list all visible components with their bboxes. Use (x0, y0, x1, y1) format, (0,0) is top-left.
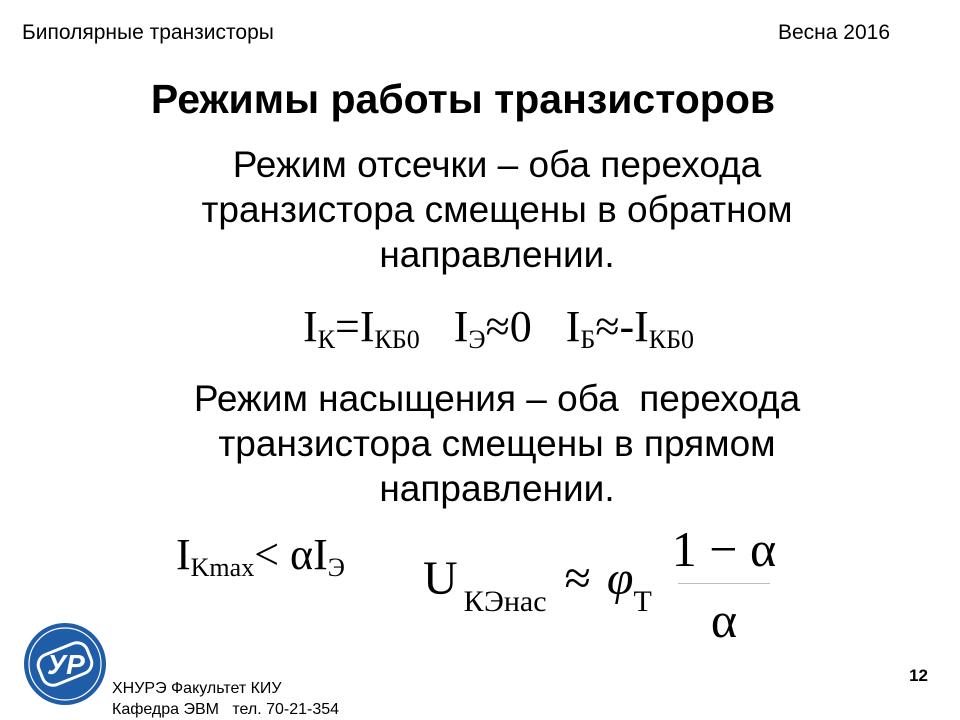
emitter-current-symbol: I (453, 302, 469, 351)
base-current-term (565, 302, 695, 354)
fraction-numerator: 1 − α (671, 521, 777, 577)
collector-current-term (303, 302, 420, 354)
saturation-voltage-formula (423, 552, 652, 617)
footer (112, 678, 339, 720)
collector-current-symbol: I (303, 302, 318, 351)
term-label: Весна 2016 (777, 21, 890, 44)
base-current-subscript: Б (580, 325, 596, 354)
fraction-bar (678, 583, 770, 584)
footer-department: Кафедра ЭВМ тел. 70-21-354 (112, 701, 340, 718)
emitter-current-subscript: Э (468, 325, 486, 354)
reverse-current-subscript: КБ0 (648, 325, 695, 354)
saturation-current-formula (176, 530, 345, 581)
cutoff-formula (303, 302, 694, 353)
saturation-mode-line: транзистора смещены в прямом (218, 423, 776, 464)
max-collector-current-subscript: Kmax (190, 553, 255, 582)
approx-sign: ≈ (564, 552, 591, 605)
less-than-alpha-i: < αI (254, 530, 328, 579)
thermal-potential-subscript: Т (633, 585, 652, 618)
voltage-symbol: U (423, 552, 458, 605)
page-number: 12 (909, 666, 928, 685)
footer-organization: ХНУРЭ Факультет КИУ (112, 680, 282, 697)
thermal-potential-symbol: φ (606, 552, 634, 605)
emitter-current-term (453, 302, 532, 354)
emitter-current-subscript: Э (327, 553, 345, 582)
equals-reverse-current: =I (335, 302, 375, 351)
slide-title: Режимы работы транзисторов (150, 76, 776, 122)
cutoff-mode-text (97, 142, 897, 277)
cutoff-mode-line: транзистора смещены в обратном (201, 189, 793, 230)
voltage-subscript: КЭнас (463, 585, 547, 618)
reverse-current-subscript: КБ0 (374, 325, 420, 354)
fraction-denominator: α (710, 592, 738, 648)
saturation-mode-line: направлении. (379, 468, 615, 509)
base-current-symbol: I (565, 302, 581, 351)
logo-letters: УР (47, 649, 85, 680)
saturation-mode-text (97, 376, 897, 511)
course-name: Биполярные транзисторы (22, 21, 274, 44)
university-logo-icon (22, 621, 108, 707)
collector-current-subscript: К (317, 325, 335, 354)
approx-neg-reverse-current: ≈-I (595, 302, 649, 351)
emitter-current-value: ≈0 (485, 302, 532, 351)
max-collector-current-symbol: I (176, 530, 191, 579)
cutoff-mode-line: направлении. (379, 234, 615, 275)
cutoff-mode-line: Режим отсечки – оба перехода (232, 144, 762, 185)
saturation-mode-line: Режим насыщения – оба перехода (193, 378, 801, 419)
